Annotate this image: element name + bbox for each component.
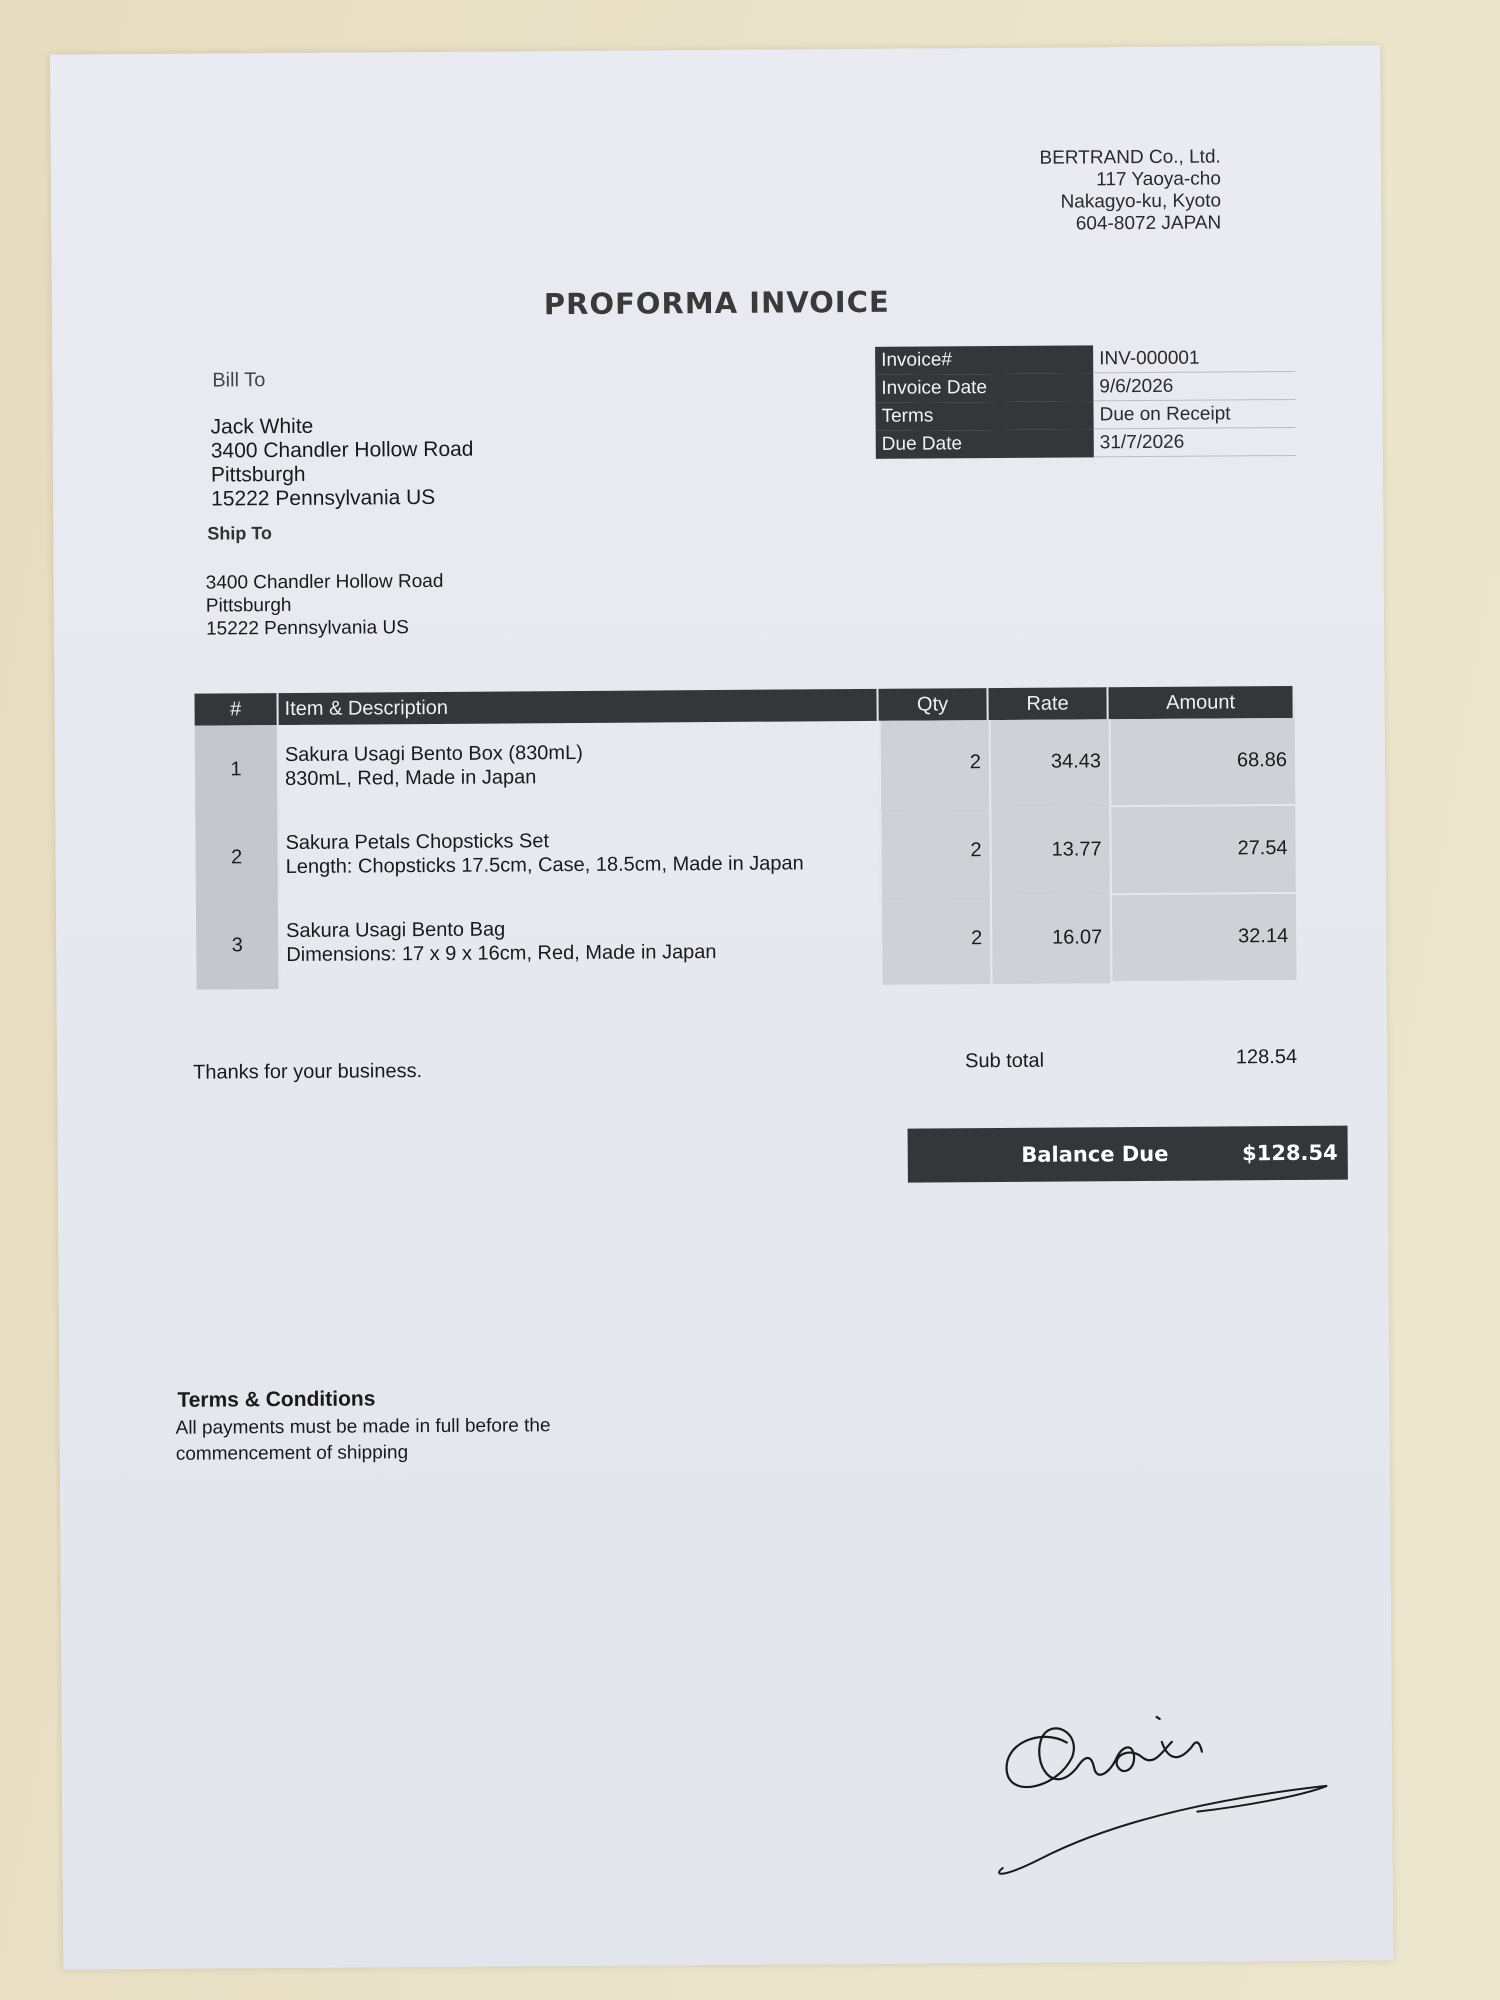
item-name: Sakura Petals Chopsticks Set (285, 830, 550, 855)
balance-due-bar (908, 1126, 1348, 1183)
row-qty: 2 (879, 720, 990, 809)
row-amount: 68.86 (1109, 718, 1296, 807)
bill-to-address (211, 414, 474, 512)
header-qty: Qty (878, 688, 988, 721)
row-rate: 34.43 (989, 719, 1110, 808)
items-table (194, 686, 1296, 990)
subtotal-value: 128.54 (1235, 1045, 1298, 1069)
row-description (279, 809, 880, 901)
meta-label: Due Date (876, 429, 1094, 459)
header-number: # (194, 693, 278, 726)
signature-icon (981, 1646, 1363, 1909)
company-address-line: 604-8072 JAPAN (1075, 212, 1222, 235)
item-detail: 830mL, Red, Made in Japan (285, 766, 537, 791)
row-number: 1 (195, 725, 280, 814)
document-title: PROFORMA INVOICE (543, 284, 890, 322)
terms-text: All payments must be made in full before the commencement of shipping (175, 1415, 551, 1465)
address-line: Pittsburgh (210, 462, 306, 487)
invoice-sheet (50, 45, 1393, 1969)
row-number: 2 (195, 813, 280, 902)
row-description (279, 721, 880, 813)
table-row (195, 806, 1296, 902)
bill-to-label: Bill To (212, 369, 266, 392)
invoice-date: 9/6/2026 (1093, 372, 1295, 401)
invoice-terms: Due on Receipt (1093, 400, 1295, 429)
header-rate: Rate (988, 687, 1108, 720)
terms-title: Terms & Conditions (177, 1387, 376, 1412)
invoice-number: INV-000001 (1093, 344, 1295, 373)
item-name: Sakura Usagi Bento Bag (286, 918, 506, 943)
subtotal-label: Sub total (964, 1049, 1045, 1073)
address-line: 3400 Chandler Hollow Road (210, 437, 474, 463)
header-amount: Amount (1108, 686, 1294, 719)
row-amount: 32.14 (1110, 894, 1297, 983)
row-qty: 2 (879, 808, 990, 897)
row-rate: 16.07 (990, 895, 1111, 984)
invoice-meta-table (875, 344, 1296, 459)
row-qty: 2 (880, 896, 991, 985)
address-line: 15222 Pennsylvania US (205, 617, 409, 640)
row-number: 3 (196, 901, 281, 990)
balance-due-value: $128.54 (1241, 1140, 1338, 1166)
header-description: Item & Description (278, 689, 878, 725)
address-line: Pittsburgh (205, 594, 292, 617)
row-rate: 13.77 (989, 807, 1110, 896)
company-name: BERTRAND Co., Ltd. (1039, 146, 1221, 169)
meta-label: Invoice Date (875, 373, 1093, 403)
meta-row (875, 344, 1295, 375)
company-address (1039, 146, 1221, 235)
balance-due-label: Balance Due (1021, 1141, 1169, 1167)
table-row (196, 894, 1297, 990)
row-description (280, 897, 881, 989)
due-date: 31/7/2026 (1094, 428, 1296, 457)
customer-name: Jack White (210, 414, 314, 439)
thanks-note: Thanks for your business. (193, 1060, 423, 1084)
item-detail: Length: Chopsticks 17.5cm, Case, 18.5cm, Made in Japan (285, 852, 804, 879)
table-row (195, 718, 1296, 814)
company-address-line: Nakagyo-ku, Kyoto (1060, 190, 1222, 213)
meta-row (876, 428, 1296, 459)
address-line: 3400 Chandler Hollow Road (205, 570, 444, 594)
company-address-line: 117 Yaoya-cho (1096, 168, 1221, 191)
meta-row (875, 372, 1295, 403)
item-name: Sakura Usagi Bento Box (830mL) (284, 741, 583, 767)
ship-to-label: Ship To (207, 523, 273, 544)
ship-to-address (206, 570, 444, 641)
row-amount: 27.54 (1109, 806, 1296, 895)
item-detail: Dimensions: 17 x 9 x 16cm, Red, Made in Japan (286, 941, 717, 967)
meta-label: Terms (875, 401, 1093, 431)
address-line: 15222 Pennsylvania US (211, 485, 436, 511)
meta-label: Invoice# (875, 345, 1093, 375)
meta-row (875, 400, 1295, 431)
